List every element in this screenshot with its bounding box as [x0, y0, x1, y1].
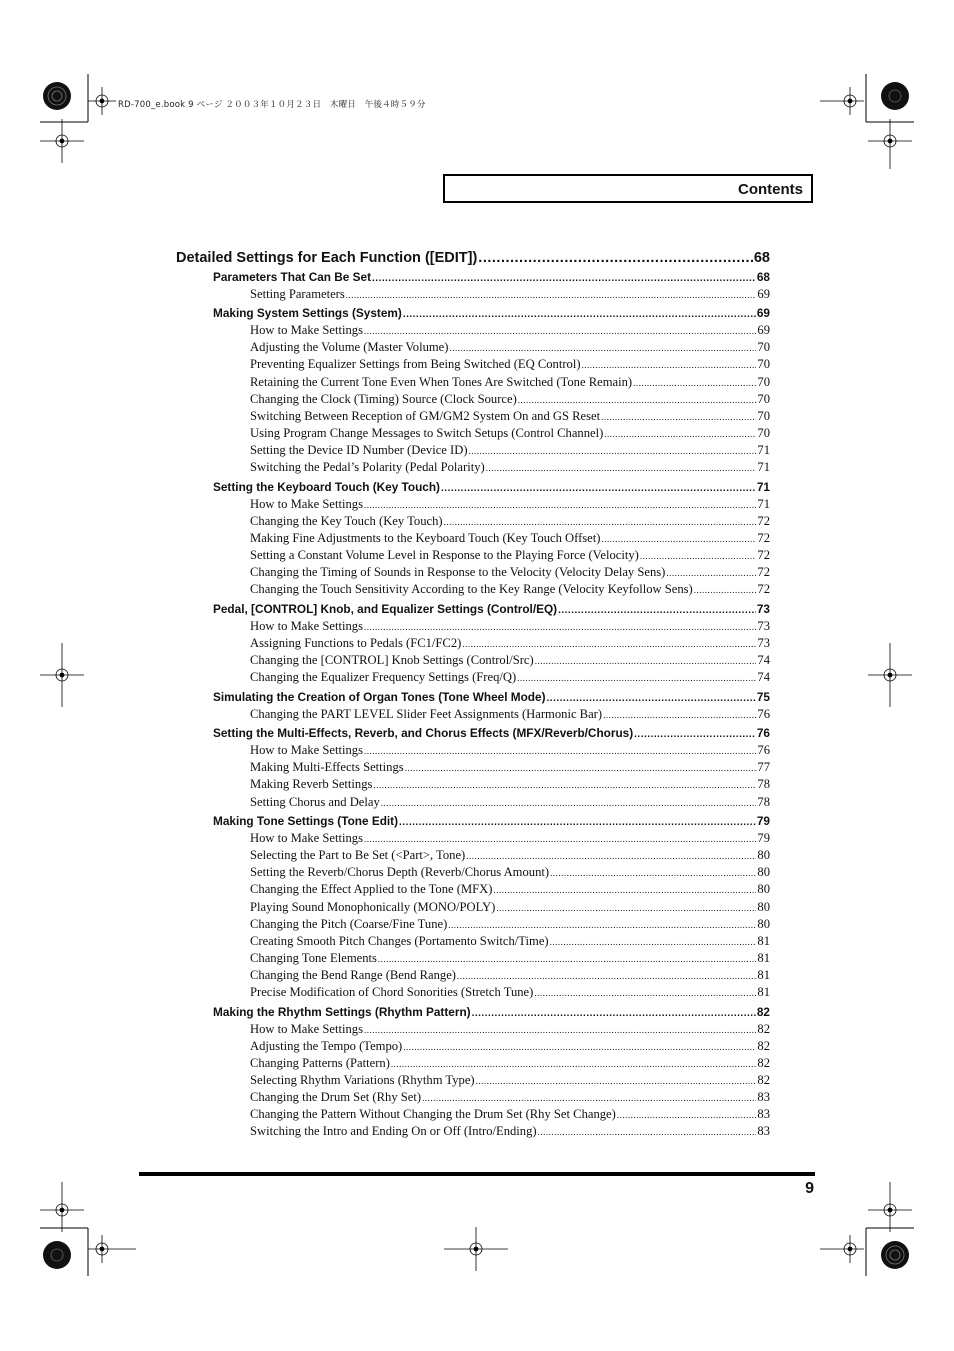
toc-entry-page: 71: [757, 460, 770, 474]
toc-subsection-entry[interactable]: [250, 865, 770, 880]
toc-subsection-entry[interactable]: [250, 743, 770, 758]
toc-entry-title: Making Multi-Effects Settings: [250, 760, 404, 775]
toc-entry-title: How to Make Settings: [250, 323, 363, 338]
dot-leader: [478, 250, 753, 266]
dot-leader: [381, 795, 757, 810]
toc-subsection-entry[interactable]: [250, 951, 770, 966]
toc-entry-page: 72: [757, 565, 770, 579]
toc-subsection-entry[interactable]: [250, 582, 770, 597]
toc-subsection-entry[interactable]: [250, 917, 770, 932]
toc-subsection-entry[interactable]: [250, 443, 770, 458]
dot-leader: [364, 743, 756, 758]
toc-entry-title: Selecting Rhythm Variations (Rhythm Type): [250, 1072, 475, 1087]
toc-entry-page: 81: [757, 950, 770, 965]
toc-entry-title: Detailed Settings for Each Function ([EDIT]): [176, 250, 478, 266]
toc-entry-title: Adjusting the Tempo (Tempo): [250, 1038, 403, 1053]
toc-entry-title: Changing the Effect Applied to the Tone (MFX): [250, 882, 493, 897]
toc-entry-title: Switching Between Reception of GM/GM2 System On and GS Reset: [250, 408, 601, 423]
toc-entry-title: Setting the Device ID Number (Device ID): [250, 442, 468, 457]
toc-subsection-entry[interactable]: [250, 777, 770, 792]
toc-entry-page: 83: [757, 1090, 770, 1104]
dot-leader: [469, 443, 757, 458]
dot-leader: [603, 707, 756, 722]
toc-subsection-entry[interactable]: [250, 497, 770, 512]
toc-entry-page: 72: [757, 547, 770, 562]
dot-leader: [633, 375, 756, 390]
toc-entry-page: 80: [757, 882, 770, 897]
toc-entry-page: 70: [757, 374, 770, 389]
dot-leader: [486, 460, 757, 475]
toc-entry-title: Making the Rhythm Settings (Rhythm Pattern): [213, 1004, 471, 1019]
toc-entry-title: Selecting the Part to Be Set (<Part>, Tone): [250, 848, 466, 863]
toc-entry-title: Precise Modification of Chord Sonorities (Stretch Tune): [250, 985, 534, 999]
toc-entry-page: 72: [757, 582, 770, 597]
toc-section-entry[interactable]: [213, 814, 770, 828]
toc-chapter-entry[interactable]: [176, 250, 770, 266]
dot-leader: [535, 653, 757, 668]
dot-leader: [518, 392, 757, 407]
page-title: Contents: [738, 181, 803, 198]
toc-entry-title: Setting the Reverb/Chorus Depth (Reverb/Chorus Amount): [250, 865, 550, 880]
toc-entry-page: 80: [757, 899, 770, 914]
dot-leader: [364, 497, 756, 512]
toc-entry-page: 79: [756, 814, 770, 828]
print-job-note: RD-700_e.book 9 ページ ２００３年１０月２３日 木曜日 午後４時５９分: [118, 100, 426, 110]
toc-entry-page: 71: [756, 479, 770, 494]
toc-entry-page: 73: [757, 618, 770, 633]
toc-entry-title: Setting Parameters: [250, 286, 345, 301]
toc-entry-title: Setting Chorus and Delay: [250, 794, 380, 809]
dot-leader: [517, 670, 756, 685]
toc-entry-page: 79: [757, 831, 770, 846]
toc-entry-page: 82: [757, 1038, 770, 1053]
toc-entry-title: Switching the Pedal’s Polarity (Pedal Polarity): [250, 460, 485, 474]
dot-leader: [405, 760, 757, 775]
toc-subsection-entry[interactable]: [250, 375, 770, 390]
toc-subsection-entry[interactable]: [250, 287, 770, 302]
dot-leader: [547, 690, 756, 704]
dot-leader: [466, 848, 756, 863]
dot-leader: [403, 1039, 756, 1054]
toc-subsection-entry[interactable]: [250, 340, 770, 355]
dot-leader: [550, 865, 756, 880]
dot-leader: [441, 480, 756, 494]
toc-entry-title: Changing the Pattern Without Changing the Drum Set (Rhy Set Change): [250, 1107, 616, 1122]
dot-leader: [444, 514, 757, 529]
toc-entry-title: Changing the [CONTROL] Knob Settings (Control/Src): [250, 652, 534, 667]
toc-entry-page: 70: [757, 340, 770, 355]
toc-section-entry[interactable]: [213, 602, 770, 616]
toc-entry-page: 73: [756, 601, 770, 616]
toc-section-entry[interactable]: [213, 480, 770, 494]
dot-leader: [403, 306, 756, 320]
toc-subsection-entry[interactable]: [250, 1073, 770, 1088]
toc-subsection-entry[interactable]: [250, 760, 770, 775]
toc-entry-page: 80: [757, 916, 770, 931]
toc-subsection-entry[interactable]: [250, 1090, 770, 1105]
toc-entry-page: 71: [757, 442, 770, 457]
toc-subsection-entry[interactable]: [250, 619, 770, 634]
dot-leader: [538, 1124, 757, 1139]
dot-leader: [640, 548, 757, 563]
dot-leader: [399, 814, 756, 828]
toc-entry-title: Changing the Key Touch (Key Touch): [250, 513, 443, 528]
dot-leader: [372, 270, 756, 284]
toc-entry-page: 82: [757, 1055, 770, 1070]
toc-entry-title: Changing the Drum Set (Rhy Set): [250, 1090, 422, 1104]
toc-entry-title: Making System Settings (System): [213, 306, 402, 321]
dot-leader: [364, 619, 756, 634]
toc-subsection-entry[interactable]: [250, 531, 770, 546]
toc-subsection-entry[interactable]: [250, 848, 770, 863]
dot-leader: [493, 882, 756, 897]
dot-leader: [457, 968, 756, 983]
toc-entry-page: 81: [757, 933, 770, 948]
toc-entry-title: How to Make Settings: [250, 618, 363, 633]
toc-entry-page: 78: [757, 794, 770, 809]
toc-entry-page: 78: [757, 777, 770, 792]
toc-entry-page: 70: [757, 425, 770, 440]
toc-entry-title: Using Program Change Messages to Switch Setups (Control Channel): [250, 425, 604, 440]
toc-subsection-entry[interactable]: [250, 707, 770, 722]
toc-entry-page: 77: [757, 760, 770, 775]
toc-entry-page: 74: [757, 652, 770, 667]
toc-subsection-entry[interactable]: [250, 670, 770, 685]
toc-subsection-entry[interactable]: [250, 795, 770, 810]
toc-section-entry[interactable]: [213, 306, 770, 320]
toc-entry-page: 83: [757, 1107, 770, 1122]
toc-entry-page: 75: [756, 689, 770, 704]
toc-subsection-entry[interactable]: [250, 565, 770, 580]
toc-entry-title: Changing the Equalizer Frequency Settings (Freq/Q): [250, 670, 517, 684]
toc-subsection-entry[interactable]: [250, 1056, 770, 1071]
toc-entry-title: Switching the Intro and Ending On or Off (Intro/Ending): [250, 1124, 537, 1139]
toc-entry-title: Making Reverb Settings: [250, 777, 373, 792]
toc-entry-page: 82: [757, 1021, 770, 1036]
toc-entry-page: 72: [757, 513, 770, 528]
dot-leader: [373, 777, 756, 792]
toc-entry-page: 69: [757, 286, 770, 301]
dot-leader: [617, 1107, 757, 1122]
toc-entry-title: Creating Smooth Pitch Changes (Portamento Switch/Time): [250, 933, 549, 948]
toc-subsection-entry[interactable]: [250, 636, 770, 651]
toc-subsection-entry[interactable]: [250, 460, 770, 475]
toc-entry-title: How to Make Settings: [250, 831, 363, 846]
dot-leader: [666, 565, 756, 580]
contents-header-box: [443, 174, 813, 203]
toc-entry-title: How to Make Settings: [250, 496, 363, 511]
dot-leader: [601, 409, 756, 424]
toc-entry-page: 70: [757, 357, 770, 372]
toc-subsection-entry[interactable]: [250, 1124, 770, 1139]
toc-entry-page: 70: [757, 408, 770, 423]
toc-entry-title: Changing the Clock (Timing) Source (Clock Source): [250, 391, 517, 406]
toc-entry-page: 80: [757, 848, 770, 863]
dot-leader: [558, 602, 756, 616]
toc-subsection-entry[interactable]: [250, 934, 770, 949]
toc-subsection-entry[interactable]: [250, 548, 770, 563]
toc-subsection-entry[interactable]: [250, 409, 770, 424]
dot-leader: [604, 426, 756, 441]
toc-entry-title: Setting the Multi-Effects, Reverb, and Chorus Effects (MFX/Reverb/Chorus): [213, 726, 634, 741]
toc-entry-page: 82: [757, 1072, 770, 1087]
dot-leader: [476, 1073, 757, 1088]
dot-leader: [582, 357, 757, 372]
dot-leader: [364, 323, 756, 338]
dot-leader: [694, 582, 757, 597]
toc-entry-title: Changing Patterns (Pattern): [250, 1055, 390, 1070]
dot-leader: [448, 917, 756, 932]
toc-entry-page: 83: [757, 1124, 770, 1139]
toc-entry-page: 76: [757, 706, 770, 721]
toc-entry-title: Playing Sound Monophonically (MONO/POLY): [250, 899, 496, 914]
toc-subsection-entry[interactable]: [250, 653, 770, 668]
toc-entry-page: 82: [756, 1004, 770, 1019]
toc-section-entry[interactable]: [213, 726, 770, 740]
toc-subsection-entry[interactable]: [250, 1039, 770, 1054]
toc-subsection-entry[interactable]: [250, 985, 770, 1000]
toc-entry-title: How to Make Settings: [250, 743, 363, 758]
toc-entry-title: Assigning Functions to Pedals (FC1/FC2): [250, 635, 462, 650]
dot-leader: [472, 1005, 756, 1019]
footer-rule: [139, 1172, 815, 1176]
toc-entry-page: 69: [756, 306, 770, 321]
toc-entry-title: Making Fine Adjustments to the Keyboard Touch (Key Touch Offset): [250, 530, 601, 545]
toc-entry-title: Changing the PART LEVEL Slider Feet Assignments (Harmonic Bar): [250, 706, 603, 721]
toc-entry-page: 70: [757, 391, 770, 406]
toc-entry-title: Making Tone Settings (Tone Edit): [213, 814, 399, 828]
toc-entry-page: 68: [756, 269, 770, 284]
toc-entry-page: 76: [756, 726, 770, 741]
toc-entry-page: 76: [757, 743, 770, 758]
toc-entry-page: 73: [757, 635, 770, 650]
toc-entry-title: Setting a Constant Volume Level in Response to the Playing Force (Velocity): [250, 547, 639, 562]
toc-subsection-entry[interactable]: [250, 1107, 770, 1122]
toc-entry-title: Parameters That Can Be Set: [213, 269, 372, 284]
toc-entry-page: 72: [757, 530, 770, 545]
toc-entry-page: 71: [757, 496, 770, 511]
dot-leader: [422, 1090, 756, 1105]
dot-leader: [364, 1022, 756, 1037]
toc-entry-title: Changing the Bend Range (Bend Range): [250, 967, 457, 982]
dot-leader: [391, 1056, 757, 1071]
toc-entry-page: 68: [753, 250, 770, 266]
toc-subsection-entry[interactable]: [250, 514, 770, 529]
toc-section-entry[interactable]: [213, 1005, 770, 1019]
toc-entry-page: 81: [757, 985, 770, 999]
toc-subsection-entry[interactable]: [250, 900, 770, 915]
toc-entry-page: 74: [757, 670, 770, 684]
toc-entry-title: Simulating the Creation of Organ Tones (Tone Wheel Mode): [213, 689, 546, 704]
toc-entry-page: 81: [757, 967, 770, 982]
dot-leader: [346, 287, 757, 302]
dot-leader: [634, 726, 756, 740]
dot-leader: [462, 636, 756, 651]
dot-leader: [601, 531, 756, 546]
toc-subsection-entry[interactable]: [250, 323, 770, 338]
toc-subsection-entry[interactable]: [250, 831, 770, 846]
dot-leader: [364, 831, 756, 846]
toc-entry-page: 69: [757, 323, 770, 338]
toc-entry-title: Changing the Pitch (Coarse/Fine Tune): [250, 916, 448, 931]
toc-subsection-entry[interactable]: [250, 392, 770, 407]
toc-entry-title: Adjusting the Volume (Master Volume): [250, 340, 449, 355]
dot-leader: [378, 951, 757, 966]
toc-section-entry[interactable]: [213, 270, 770, 284]
toc-entry-title: Preventing Equalizer Settings from Being Switched (EQ Control): [250, 357, 581, 372]
toc-subsection-entry[interactable]: [250, 1022, 770, 1037]
toc-subsection-entry[interactable]: [250, 882, 770, 897]
toc-entry-title: Pedal, [CONTROL] Knob, and Equalizer Settings (Control/EQ): [213, 601, 558, 616]
toc-entry-title: How to Make Settings: [250, 1021, 363, 1036]
dot-leader: [449, 340, 756, 355]
toc-subsection-entry[interactable]: [250, 357, 770, 372]
dot-leader: [550, 934, 757, 949]
page-number: 9: [805, 1180, 814, 1197]
toc-subsection-entry[interactable]: [250, 426, 770, 441]
toc-section-entry[interactable]: [213, 690, 770, 704]
toc-subsection-entry[interactable]: [250, 968, 770, 983]
toc-entry-title: Changing the Timing of Sounds in Response to the Velocity (Velocity Delay Sens): [250, 565, 666, 579]
toc-entry-title: Retaining the Current Tone Even When Tones Are Switched (Tone Remain): [250, 374, 633, 389]
toc-entry-title: Changing the Touch Sensitivity According to the Key Range (Velocity Keyfollow Sens): [250, 582, 693, 597]
dot-leader: [496, 900, 756, 915]
toc-entry-title: Changing Tone Elements: [250, 950, 377, 965]
toc-entry-page: 80: [757, 865, 770, 880]
toc-entry-title: Setting the Keyboard Touch (Key Touch): [213, 479, 440, 494]
dot-leader: [534, 985, 756, 1000]
